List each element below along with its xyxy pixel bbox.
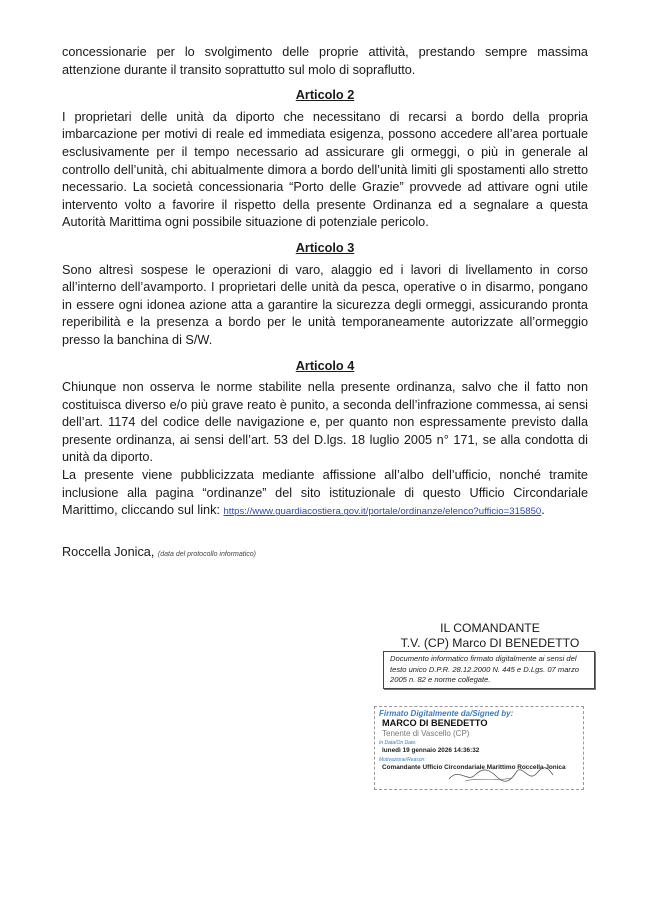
place-date [62,545,256,559]
document-body [62,44,588,521]
signer-name: T.V. (CP) Marco DI BENEDETTO [400,636,580,650]
signature-title: Firmato Digitalmente da/Signed by: [379,709,514,718]
signature-reason-label: Motivazione/Reason: [379,757,426,763]
article-2-heading: Articolo 2 [295,88,355,103]
ordinanze-link[interactable]: https://www.guardiacostiera.gov.it/portale/ordinanze/elenco?ufficio=315850 [223,506,542,518]
signature-date-label: In Data/On Date: [379,740,417,746]
signature-reason-value: Comandante Ufficio Circondariale Marittimo Roccella Jonica [382,764,566,771]
handwritten-signature-icon [445,763,555,785]
article-3-text: Sono altresì sospese le operazioni di varo, alaggio ed i lavori di livellamento in corso all’interno dell’avamporto. I proprietari delle unità da pesca, operative o in disarmo, pongano in essere ogni idonea azione atta a garantire la sicurezza degli ormeggi, assicurando pronta reperibilità e la presenza a bordo per le unità temporaneamente autorizzate all’ormeggio presso la banchina di S/W. [62,262,588,347]
publication-paragraph [62,467,588,521]
publication-end: . [541,503,545,518]
digital-signature-stamp [374,706,584,790]
signer-block [380,621,600,651]
signature-date-value: lunedì 19 gennaio 2026 14:36:32 [382,747,480,754]
article-4-heading: Articolo 4 [295,358,355,373]
signature-rank: Tenente di Vascello (CP) [382,729,470,738]
legal-note-box: Documento informatico firmato digitalmente ai sensi del testo unico D.P.R. 28.12.2000 N. 445 e D.Lgs. 07 marzo 2005 n. 82 e norme collegate. [383,651,595,689]
article-2-text: I proprietari delle unità da diporto che necessitano di recarsi a bordo della propria imbarcazione per motivi di reale ed immediata esigenza, possono accedere all’area portuale esclusivamente per il tempo necessario ad assicurare gli ormeggi, o più in generale al controllo dell’unità, chi abitualmente dimora a bordo dell’unità limiti gli spostamenti allo stretto necessario. La società concessionaria “Porto delle Grazie” provvede ad attivare ogni utile intervento volto a favorire il rispetto della presente Ordinanza ed a segnalare a questa Autorità Marittima ogni possibile situazione di potenziale pericolo. [62,109,588,230]
article-4-text: Chiunque non osserva le norme stabilite nella presente ordinanza, salvo che il fatto non costituisca diverso e/o più grave reato è punito, a seconda dell’infrazione commessa, ai sensi dell’art. 1174 del codice delle navigazione e, per quanto non espressamente previsto dalla presente ordinanza, ai sensi dell’art. 53 del D.lgs. 18 luglio 2005 n° 171, se alla condotta di unità da diporto. [62,380,588,465]
protocol-date-note: (data del protocollo informatico) [157,551,256,558]
publication-text: La presente viene pubblicizzata mediante affissione all’albo dell’ufficio, nonché tramite inclusione alla pagina “ordinanze” del sito istituzionale di questo Ufficio Circondariale Marittimo, cliccando sul link: [62,468,588,518]
signature-name: MARCO DI BENEDETTO [382,718,488,728]
signer-title: IL COMANDANTE [440,621,540,635]
intro-paragraph: concessionarie per lo svolgimento delle proprie attività, prestando sempre massima attenzione durante il transito soprattutto sul molo di sopraflutto. [62,45,588,77]
place-name: Roccella Jonica, [62,545,155,559]
article-3-heading: Articolo 3 [295,240,355,255]
